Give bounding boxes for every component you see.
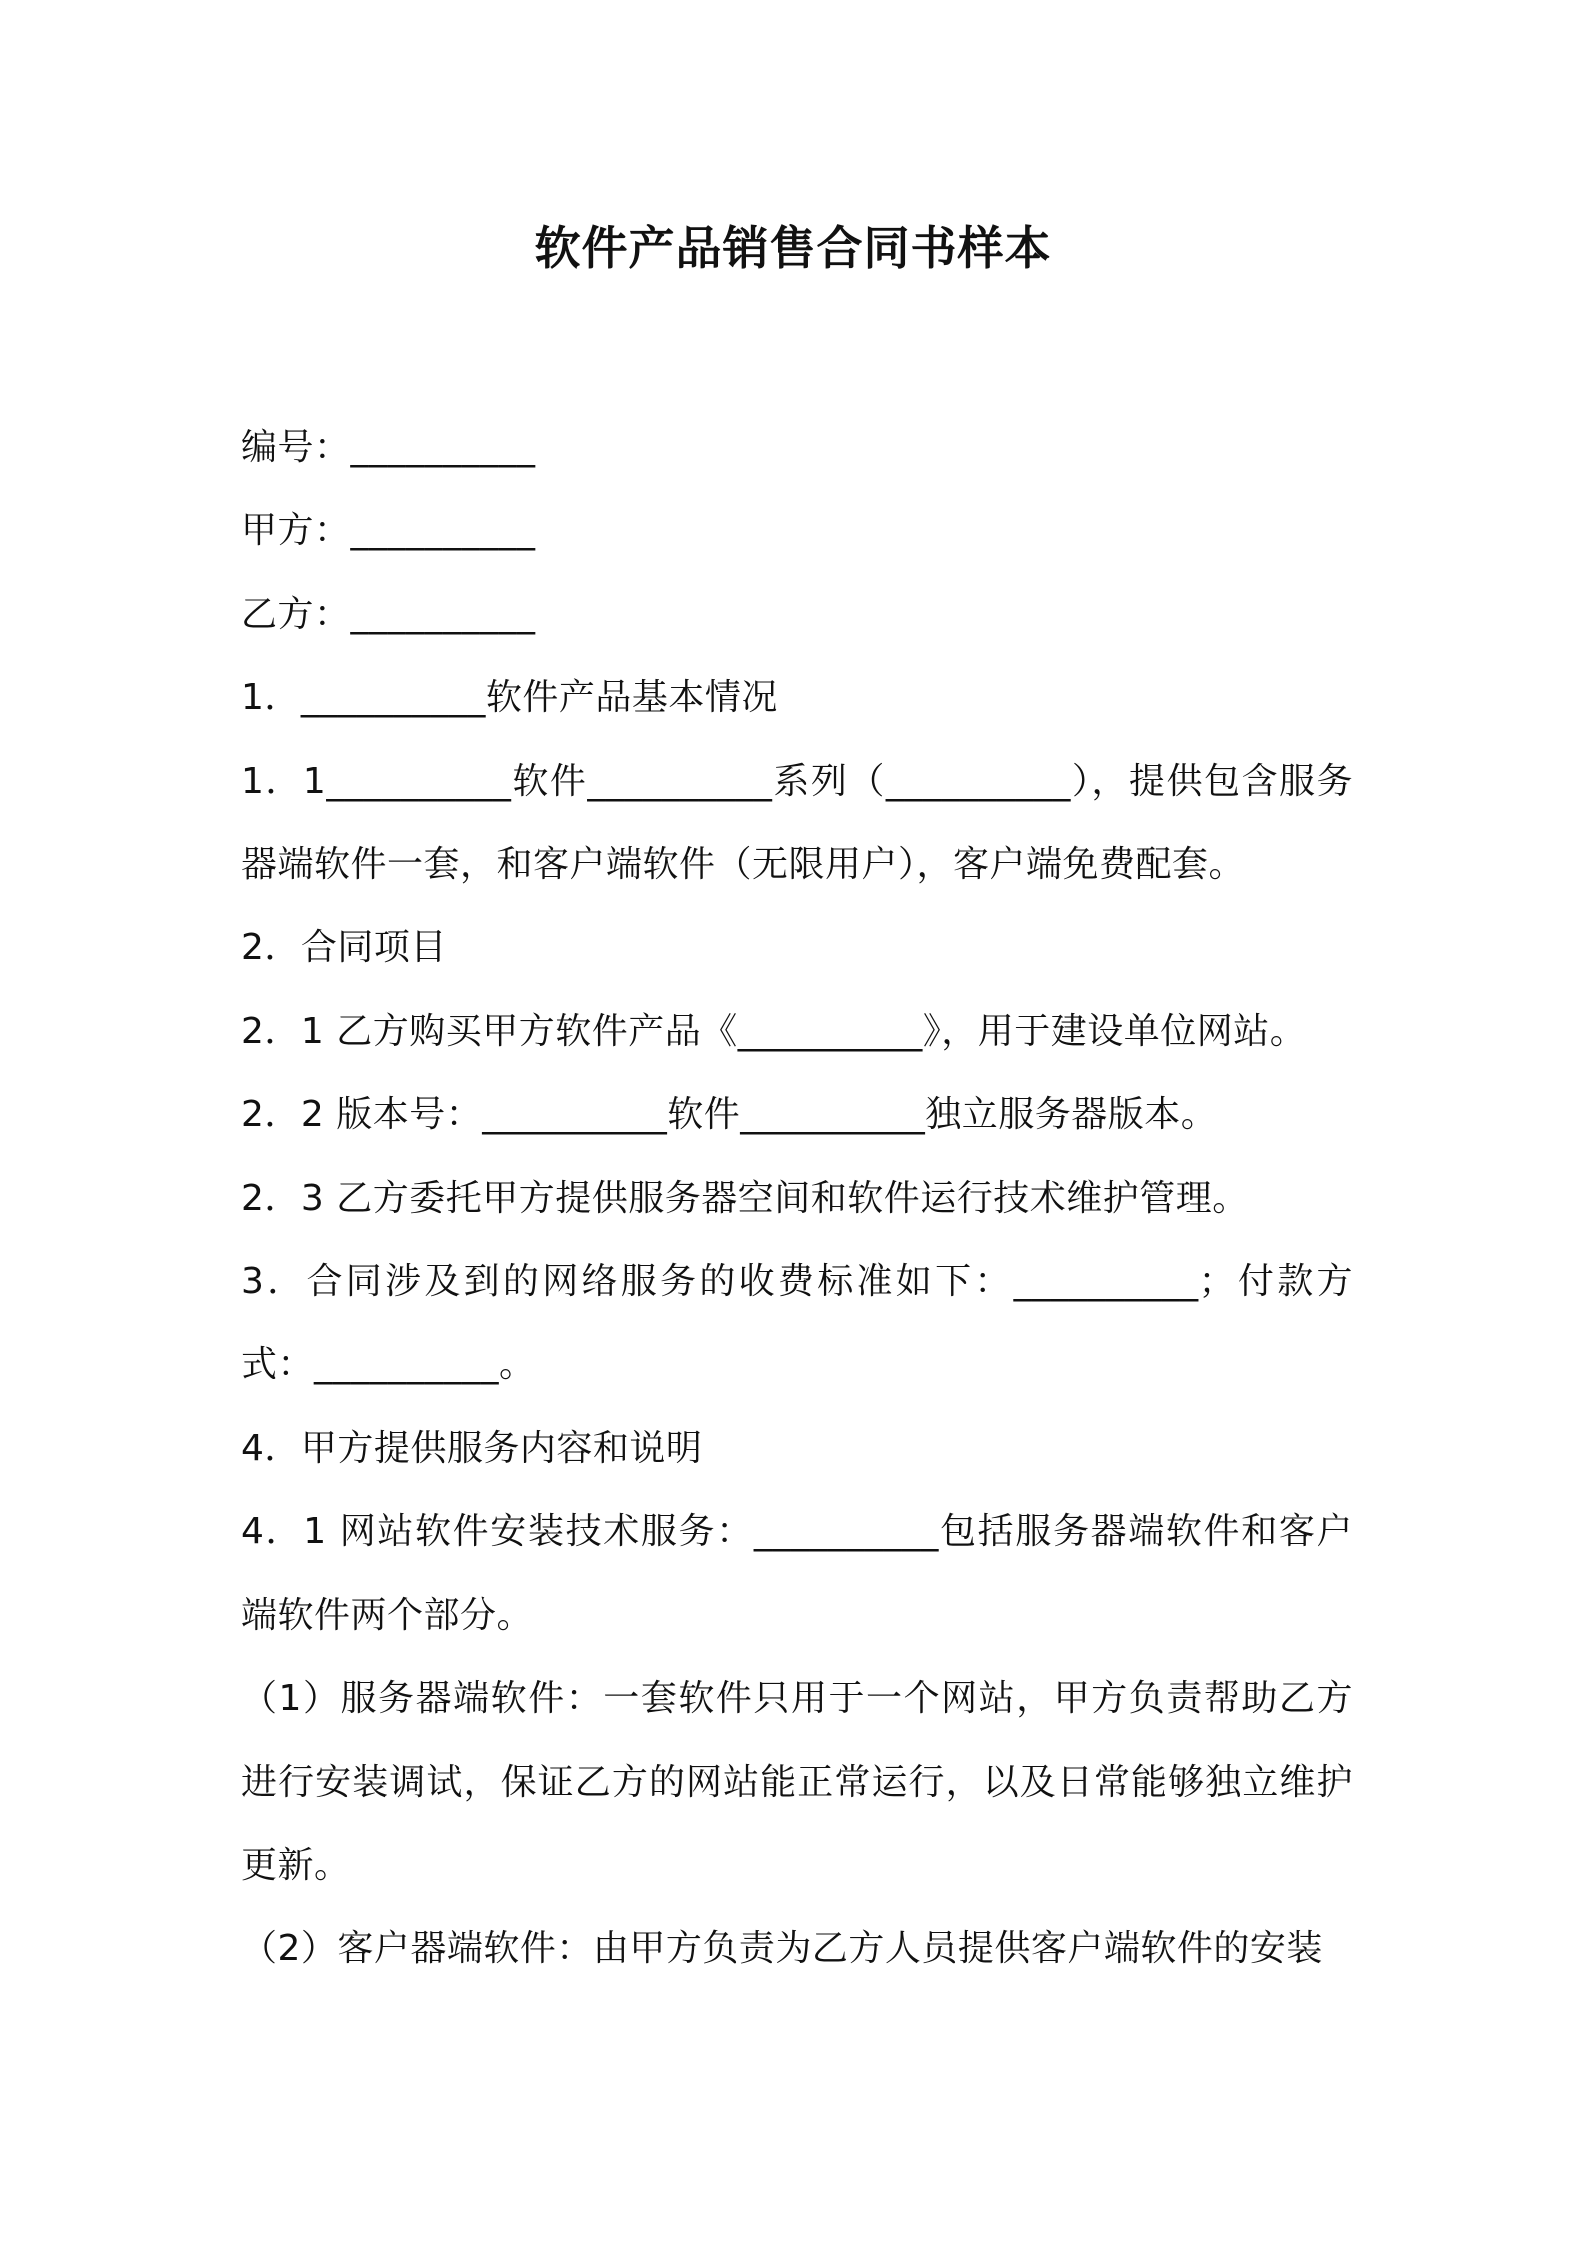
- document-title: 软件产品销售合同书样本: [534, 221, 1052, 275]
- clause-1-1: 1．1__________软件__________系列（__________），提供包含服务器端软件一套，和客户端软件（无限用户），客户端免费配套。: [241, 760, 1353, 886]
- clause-2-3: 2．3 乙方委托甲方提供服务器空间和软件运行技术维护管理。: [241, 1177, 1249, 1219]
- field-party-a: 甲方：__________: [241, 510, 536, 552]
- clause-4-1-item-1: （1）服务器端软件：一套软件只用于一个网站，甲方负责帮助乙方进行安装调试，保证乙方的网站能正常运行，以及日常能够独立维护更新。: [241, 1678, 1353, 1886]
- field-contract-number: 编号：__________: [241, 427, 536, 468]
- section-heading-2: 2．合同项目: [241, 927, 447, 969]
- clause-4-1: 4．1 网站软件安装技术服务：__________包括服务器端软件和客户端软件两个部分。: [241, 1511, 1353, 1636]
- clause-2-1: 2．1 乙方购买甲方软件产品《__________》，用于建设单位网站。: [241, 1010, 1307, 1052]
- section-3-fees: 3．合同涉及到的网络服务的收费标准如下：__________；付款方式：__________。: [241, 1261, 1353, 1386]
- document-body: [241, 406, 1353, 1991]
- field-party-b: 乙方：__________: [241, 593, 536, 635]
- section-heading-4: 4．甲方提供服务内容和说明: [241, 1427, 703, 1469]
- clause-2-2: 2．2 版本号：__________软件__________独立服务器版本。: [241, 1094, 1218, 1136]
- section-heading-1: 1．__________软件产品基本情况: [241, 677, 778, 719]
- clause-4-1-item-2: （2）客户器端软件：由甲方负责为乙方人员提供客户端软件的安装: [241, 1928, 1323, 1970]
